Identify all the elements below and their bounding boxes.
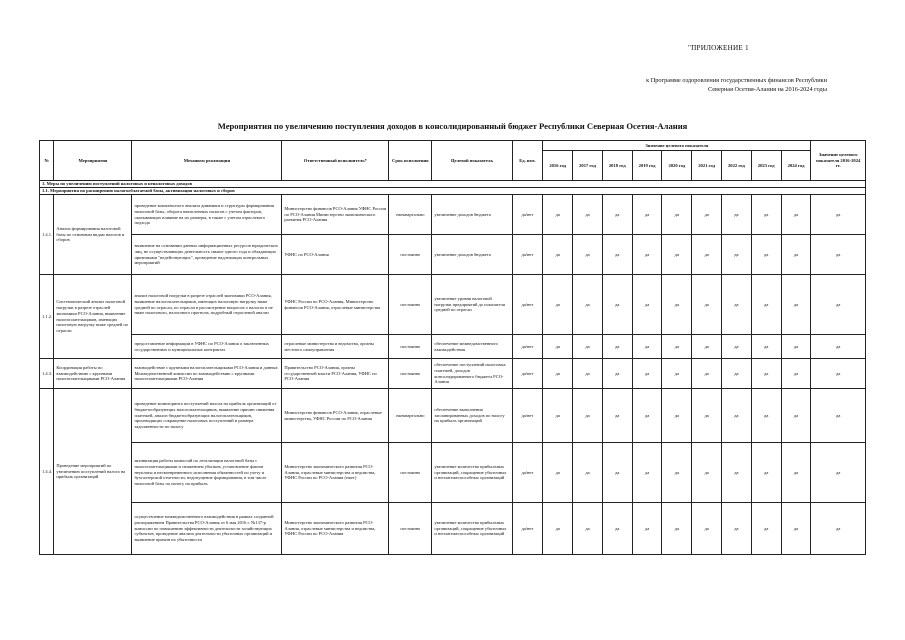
year-value: да [781,443,811,503]
year-value: да [573,335,603,359]
target-value: да [811,335,866,359]
row-term: постоянно [389,359,432,389]
target-value: да [811,389,866,443]
section-heading-1-1: 1.1. Мероприятия по расширению налогооблагаемой базы, активизация налоговых и сборов [40,188,866,195]
row-indicator: обеспечение межведомственного взаимодействия [432,335,512,359]
year-value: да [543,275,573,335]
row-mechanism: активизация работы комиссий по легализации налоговой базы с налогоплательщиками и снижением убытков, установление фактов неуплаты и несвоевременного исполнения обязанностей по учету и бухгалтерской отчетности, недопущение формирования, в том числе налоговой базы по налогу на прибыль [132,443,282,503]
row-executor: УФНС по РСО-Алания [282,235,389,275]
year-value: да [662,443,692,503]
year-value: да [722,359,752,389]
measures-table [39,140,866,555]
row-term: постоянно [389,335,432,359]
row-code: 1.4.3. [40,359,54,389]
header-mechanism: Механизм реализации [132,141,282,181]
year-value: да [692,389,722,443]
table-row [40,389,866,443]
year-value: да [722,389,752,443]
year-value: да [573,235,603,275]
year-value: да [602,195,632,235]
row-term: постоянно [389,503,432,555]
year-value: да [781,195,811,235]
table-row [40,275,866,335]
header-target: Значение целевого показателя 2016-2024 гг. [811,141,866,181]
header-year: 2022 год [722,151,752,181]
year-value: да [632,235,662,275]
row-term: ежеквартально [389,389,432,443]
year-value: да [662,503,692,555]
target-value: да [811,235,866,275]
target-value: да [811,359,866,389]
year-value: да [751,195,781,235]
year-value: да [662,389,692,443]
year-value: да [751,503,781,555]
year-value: да [781,503,811,555]
row-measure: Проведение мероприятий по увеличению поступлений налога на прибыль организаций [54,389,132,555]
row-code: 1.4.4. [40,389,54,555]
row-unit: да/нет [512,235,543,275]
row-mechanism: взаимодействие с крупными налогоплательщиками РСО-Алания и данных Межведомственной комиссии по взаимодействию с крупными налогоплательщиками РСО-Алания [132,359,282,389]
year-value: да [543,195,573,235]
year-value: да [632,359,662,389]
header-year: 2016 год [543,151,573,181]
target-value: да [811,195,866,235]
year-value: да [722,335,752,359]
header-values-group: Значение целевого показателя [543,141,811,151]
table-row [40,335,866,359]
row-mechanism: выявление на основании данных информационных ресурсов юридических лиц, не осуществляющих деятельность свыше одного года и обладающих признаками "недействующих", проведение надлежащих контрольных мероприятий [132,235,282,275]
row-unit: да/нет [512,335,543,359]
year-value: да [751,443,781,503]
header-year: 2021 год [692,151,722,181]
row-indicator: увеличение количества прибыльных организаций, сокращение убыточных и неплатежеспособных организаций [432,503,512,555]
header-no: № [40,141,54,181]
year-value: да [692,503,722,555]
year-value: да [543,359,573,389]
row-executor: Министерство финансов РСО-Алания, отраслевые министерства, УФНС России по РСО-Алания [282,389,389,443]
row-measure: Систематический анализ налоговой нагрузки в разрезе отраслей экономики РСО-Алания, выявление налогоплательщиков, имеющих налоговую нагрузку ниже средней по отрасли [54,275,132,359]
header-indicator: Целевой показатель [432,141,512,181]
year-value: да [751,275,781,335]
header-year: 2019 год [632,151,662,181]
year-value: да [602,389,632,443]
year-value: да [543,335,573,359]
year-value: да [632,503,662,555]
year-value: да [781,335,811,359]
header-executor: Ответственный исполнитель* [282,141,389,181]
year-value: да [662,359,692,389]
row-unit: да/нет [512,389,543,443]
row-executor: Министерство экономического развития РСО-Алания, отраслевые министерства и ведомства, УФНС России по РСО-Алания (ежег) [282,443,389,503]
header-measure: Мероприятия [54,141,132,181]
row-indicator: увеличение доходов бюджета [432,195,512,235]
year-value: да [692,335,722,359]
row-executor: Министерство экономического развития РСО-Алания, отраслевые министерства и ведомства, УФНС России по РСО-Алания [282,503,389,555]
year-value: да [602,235,632,275]
table-row [40,443,866,503]
row-executor: УФНС России по РСО-Алания, Министерство финансов РСО-Алания, отраслевые министерства [282,275,389,335]
year-value: да [722,503,752,555]
year-value: да [692,359,722,389]
header-term: Срок исполнения [389,141,432,181]
row-unit: да/нет [512,275,543,335]
appendix-label: "ПРИЛОЖЕНИЕ 1 [688,44,749,52]
year-value: да [662,195,692,235]
year-value: да [692,275,722,335]
row-indicator: обеспечение поступлений налоговых платежей, доходов консолидированного бюджета РСО-Алания [432,359,512,389]
year-value: да [722,443,752,503]
row-unit: да/нет [512,443,543,503]
year-value: да [543,389,573,443]
program-reference [646,76,827,94]
year-value: да [632,195,662,235]
year-value: да [662,235,692,275]
year-value: да [573,389,603,443]
row-executor: Правительство РСО-Алания, органы государственной власти РСО-Алания, УФНС по РСО-Алания [282,359,389,389]
year-value: да [781,275,811,335]
year-value: да [781,359,811,389]
program-line-1: к Программе оздоровления государственных финансов Республики [646,77,827,84]
year-value: да [662,275,692,335]
row-mechanism: осуществление межведомственного взаимодействия в рамках созданной распоряжением Правительства РСО-Алания от 6 мая 2016 г. №137-р комиссии по повышению эффективности деятельности хозяйствующих субъектов, проведение анализа деятельности убыточных организаций и выявление причин их убыточности [132,503,282,555]
year-value: да [751,235,781,275]
year-value: да [751,389,781,443]
row-measure: Координация работы по взаимодействию с крупными налогоплательщиками РСО-Алания [54,359,132,389]
header-year: 2018 год [602,151,632,181]
row-executor: отраслевые министерства и ведомства, органы местного самоуправления [282,335,389,359]
year-value: да [692,235,722,275]
row-executor: Министерство финансов РСО-Алания УФНС России по РСО-Алания Министерство экономического развития РСО-Алания [282,195,389,235]
program-line-2: Северная Осетия-Алания на 2016-2024 годы [707,86,827,94]
year-value: да [632,335,662,359]
row-term: постоянно [389,235,432,275]
row-code: 1.1.2. [40,275,54,359]
target-value: да [811,503,866,555]
year-value: да [751,359,781,389]
year-value: да [602,335,632,359]
year-value: да [573,503,603,555]
row-mechanism: предоставление информации в УФНС по РСО-Алания о заключенных государственных и муниципальных контрактах [132,335,282,359]
row-indicator: увеличение количества прибыльных организаций, сокращение убыточных и неплатежеспособных организаций [432,443,512,503]
year-value: да [722,275,752,335]
row-term: постоянно [389,275,432,335]
year-value: да [632,443,662,503]
target-value: да [811,443,866,503]
year-value: да [751,335,781,359]
header-year: 2023 год [751,151,781,181]
year-value: да [573,359,603,389]
row-indicator: увеличение уровня налоговой нагрузки предприятий до показателя средней по отрасли [432,275,512,335]
header-year: 2024 год [781,151,811,181]
year-value: да [722,235,752,275]
year-value: да [781,235,811,275]
header-unit: Ед. изм. [512,141,543,181]
header-year: 2020 год [662,151,692,181]
row-mechanism: проведение комплексного анализа динамики и структуры формирования налоговой базы, оборота начисленных налогов с учетом факторов, оказывающих влияние на их размеры, в также с учетом отраслевого подхода [132,195,282,235]
year-value: да [602,503,632,555]
year-value: да [573,275,603,335]
table-row [40,503,866,555]
year-value: да [602,443,632,503]
header-year: 2017 год [573,151,603,181]
year-value: да [662,335,692,359]
row-measure: Анализ формирования налоговой базы по основным видам налогов и сборов [54,195,132,275]
table-row [40,359,866,389]
year-value: да [632,389,662,443]
year-value: да [632,275,662,335]
row-term: ежеквартально [389,195,432,235]
year-value: да [602,359,632,389]
row-indicator: обеспечение выполнения запланированных доходов по налогу на прибыль организаций [432,389,512,443]
row-term: постоянно [389,443,432,503]
row-code: 1.4.1. [40,195,54,275]
year-value: да [692,443,722,503]
year-value: да [722,195,752,235]
row-mechanism: проведение мониторинга поступлений налога на прибыль организаций от бюджетообразующих налогоплательщиков, выявление причин снижения платежей, анализ бюджетообразующих налогоплательщиков, производящих сокращение налоговых поступлений и размера задолженности по налогу [132,389,282,443]
row-unit: да/нет [512,359,543,389]
row-indicator: увеличение доходов бюджета [432,235,512,275]
row-unit: да/нет [512,503,543,555]
year-value: да [543,443,573,503]
year-value: да [573,443,603,503]
year-value: да [543,503,573,555]
row-mechanism: анализ налоговой нагрузки в разрезе отраслей экономики РСО-Алания, выявление налогоплательщиков, имеющих налоговую нагрузку ниже средней по отрасли, по отрасли в рассмотрение вопросов о налогах в не ниже налогового, налогового прогноза, подробный отраслевой анализ [132,275,282,335]
section-heading-1: 1. Меры по увеличению поступлений налоговых и неналоговых доходов [40,181,866,188]
table-row [40,235,866,275]
year-value: да [781,389,811,443]
target-value: да [811,275,866,335]
year-value: да [692,195,722,235]
document-title: Мероприятия по увеличению поступления доходов в консолидированный бюджет Республики Северная Осетия-Алания [217,121,688,131]
year-value: да [602,275,632,335]
year-value: да [573,195,603,235]
year-value: да [543,235,573,275]
row-unit: да/нет [512,195,543,235]
table-row [40,195,866,235]
